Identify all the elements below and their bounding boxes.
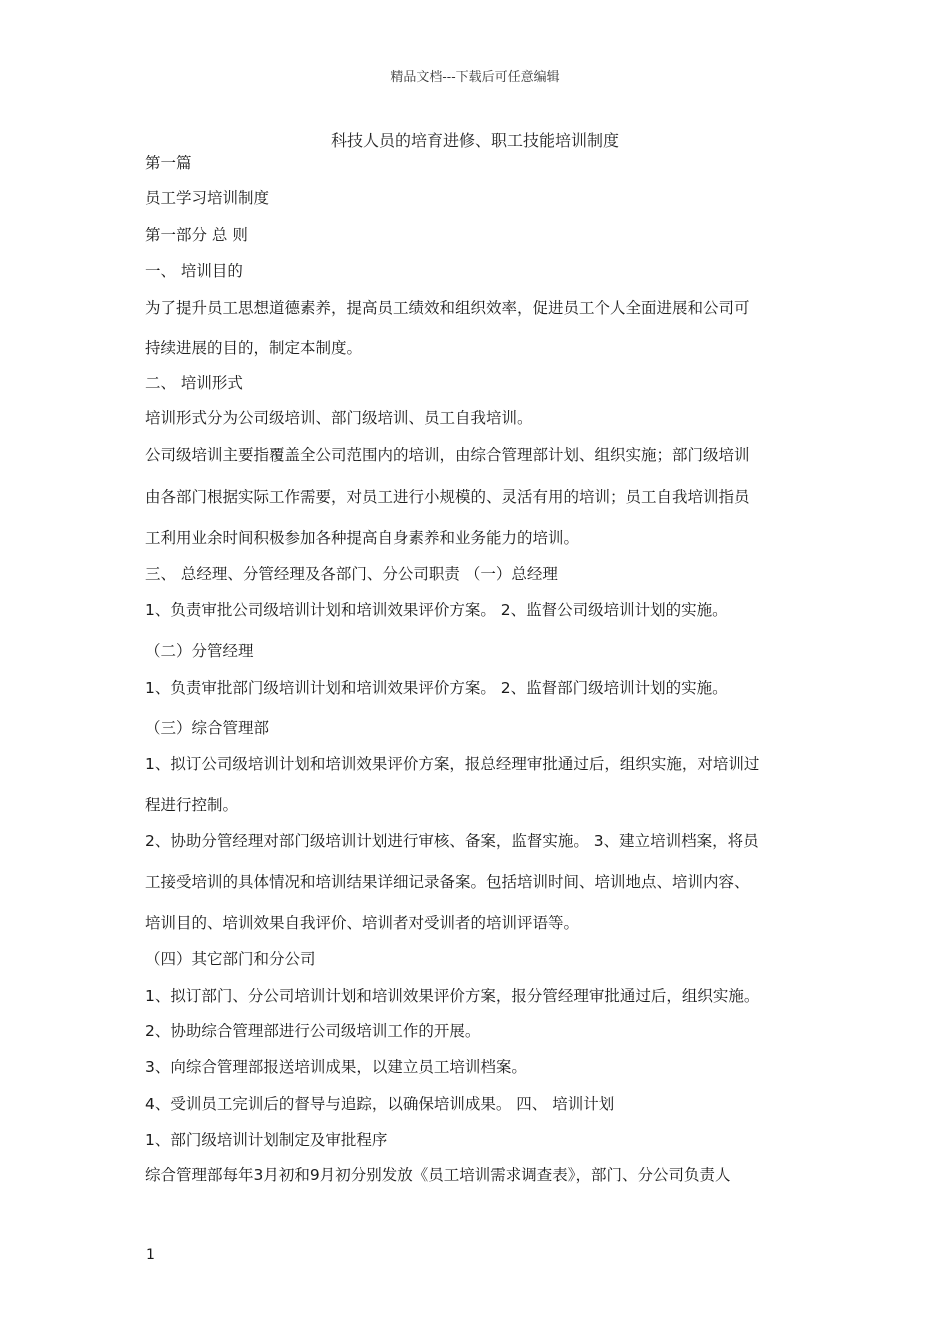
paragraph-line: 4、受训员工完训后的督导与追踪，以确保培训成果。 四、 培训计划 <box>145 1095 615 1113</box>
paragraph-line: 3、向综合管理部报送培训成果，以建立员工培训档案。 <box>145 1058 527 1076</box>
section-heading: （四）其它部门和分公司 <box>145 950 316 968</box>
paragraph-line: 培训形式分为公司级培训、部门级培训、员工自我培训。 <box>145 409 533 427</box>
paragraph-line: 培训目的、培训效果自我评价、培训者对受训者的培训评语等。 <box>145 914 580 932</box>
page-header: 精品文档---下载后可任意编辑 <box>390 70 560 85</box>
section-heading: （二）分管经理 <box>145 642 254 660</box>
paragraph-line: 1、拟订部门、分公司培训计划和培训效果评价方案，报分管经理审批通过后，组织实施。 <box>145 987 760 1005</box>
section-heading: 二、 培训形式 <box>145 374 243 392</box>
paragraph-line: 2、协助分管经理对部门级培训计划进行审核、备案，监督实施。 3、建立培训档案，将员 <box>145 832 759 850</box>
section-heading: （三）综合管理部 <box>145 719 270 737</box>
section-heading: 一、 培训目的 <box>145 262 243 280</box>
paragraph-line: 1、拟订公司级培训计划和培训效果评价方案，报总经理审批通过后，组织实施，对培训过 <box>145 755 760 773</box>
paragraph-line: 1、负责审批部门级培训计划和培训效果评价方案。 2、监督部门级培训计划的实施。 <box>145 679 728 697</box>
paragraph-line: 1、负责审批公司级培训计划和培训效果评价方案。 2、监督公司级培训计划的实施。 <box>145 601 728 619</box>
document-title: 科技人员的培育进修、职工技能培训制度 <box>330 131 619 150</box>
paragraph-line: 工利用业余时间积极参加各种提高自身素养和业务能力的培训。 <box>145 529 580 547</box>
paragraph-line: 程进行控制。 <box>145 796 239 814</box>
section-heading: 第一部分 总 则 <box>145 226 248 244</box>
paragraph-line: 1、部门级培训计划制定及审批程序 <box>145 1131 388 1149</box>
paragraph-line: 由各部门根据实际工作需要，对员工进行小规模的、灵活有用的培训；员工自我培训指员 <box>145 488 750 506</box>
page-number: 1 <box>146 1247 155 1263</box>
section-heading: 三、 总经理、分管经理及各部门、分公司职责 （一）总经理 <box>145 565 558 583</box>
paragraph-line: 工接受培训的具体情况和培训结果详细记录备案。包括培训时间、培训地点、培训内容、 <box>145 873 750 891</box>
paragraph-line: 综合管理部每年3月初和9月初分别发放《员工培训需求调查表》，部门、分公司负责人 <box>145 1166 731 1184</box>
paragraph-line: 为了提升员工思想道德素养，提高员工绩效和组织效率，促进员工个人全面进展和公司可 <box>145 299 750 317</box>
section-heading: 第一篇 <box>145 154 192 172</box>
paragraph-line: 持续进展的目的，制定本制度。 <box>145 339 363 357</box>
paragraph-line: 2、协助综合管理部进行公司级培训工作的开展。 <box>145 1022 481 1040</box>
section-heading: 员工学习培训制度 <box>145 189 270 207</box>
paragraph-line: 公司级培训主要指覆盖全公司范围内的培训，由综合管理部计划、组织实施；部门级培训 <box>145 446 750 464</box>
